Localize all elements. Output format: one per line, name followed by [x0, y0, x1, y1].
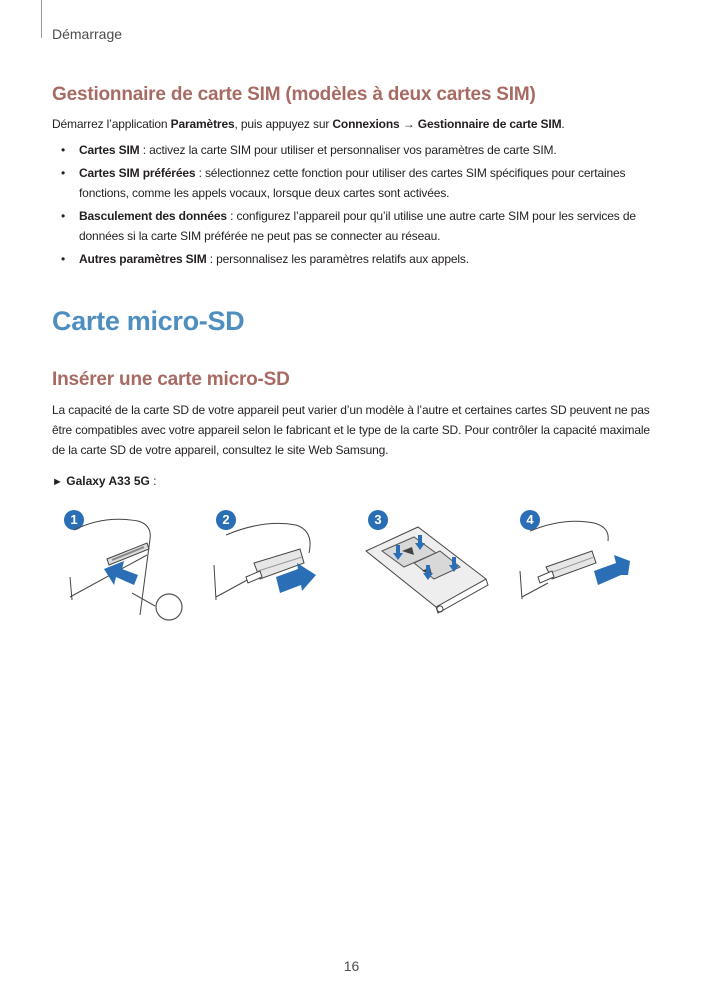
bullet-dot: • [61, 166, 66, 180]
triangle-marker-icon: ► [52, 476, 63, 488]
insertion-steps [52, 505, 672, 625]
insert-card-heading: Insérer une carte micro-SD [52, 369, 290, 390]
list-item [52, 163, 652, 203]
list-item [52, 206, 652, 246]
sim-manager-heading: Gestionnaire de carte SIM (modèles à deux cartes SIM) [52, 84, 536, 105]
model-name: Galaxy A33 5G [66, 474, 150, 488]
capacity-paragraph: La capacité de la carte SD de votre appareil peut varier d’un modèle à l’autre et certaines cartes SD peuvent ne pas être compatibles avec votre appareil selon le fabricant et le type de la carte SD. Pour contrôler la capacité maximale de la carte SD de votre appareil, consultez le site Web Samsung. [52, 403, 650, 457]
tray-insertion-illustration [508, 505, 648, 625]
list-item-text: : sélectionnez cette fonction pour utiliser des cartes SIM spécifiques pour certaines fonctions, comme les appels vocaux, lorsque deux cartes sont activées. [79, 166, 626, 200]
list-item-term: Autres paramètres SIM [79, 252, 207, 266]
step-3-figure [356, 505, 496, 625]
bullet-dot: • [61, 209, 66, 223]
step-badge: 2 [216, 510, 236, 530]
step-4-figure [508, 505, 648, 625]
intro-end: . [561, 117, 565, 131]
step-badge: 4 [520, 510, 540, 530]
card-placement-illustration [356, 505, 496, 625]
step-2-figure [204, 505, 344, 625]
model-suffix: : [149, 474, 157, 488]
list-item-term: Cartes SIM [79, 143, 140, 157]
intro-arrow: → [399, 117, 418, 131]
eject-pin-illustration [52, 505, 192, 625]
margin-rule [41, 0, 42, 38]
intro-menu-sim-manager: Gestionnaire de carte SIM [417, 117, 562, 131]
intro-menu-connexions: Connexions [332, 117, 400, 131]
list-item-term: Basculement des données [79, 209, 227, 223]
list-item-text: : activez la carte SIM pour utiliser et personnaliser vos paramètres de carte SIM. [139, 143, 557, 157]
step-1-figure [52, 505, 192, 625]
sim-options-list [52, 140, 652, 272]
sim-manager-intro [52, 114, 652, 134]
chapter-title: Carte micro-SD [52, 306, 245, 336]
intro-mid: , puis appuyez sur [234, 117, 333, 131]
intro-pre: Démarrez l’application [52, 117, 171, 131]
intro-app-name: Paramètres [170, 117, 235, 131]
step-badge: 3 [368, 510, 388, 530]
bullet-dot: • [61, 143, 66, 157]
step-badge: 1 [64, 510, 84, 530]
page-number: 16 [343, 958, 360, 974]
tray-removal-illustration [204, 505, 344, 625]
bullet-dot: • [61, 252, 66, 266]
list-item-text: : configurez l’appareil pour qu’il utilise une autre carte SIM pour les services de données si la carte SIM préférée ne peut pas se connecter au réseau. [79, 209, 636, 243]
list-item-term: Cartes SIM préférées [79, 166, 196, 180]
list-item [52, 140, 652, 160]
list-item [52, 249, 652, 269]
list-item-text: : personnalisez les paramètres relatifs aux appels. [206, 252, 469, 266]
running-header: Démarrage [52, 26, 123, 42]
model-line [52, 471, 157, 492]
